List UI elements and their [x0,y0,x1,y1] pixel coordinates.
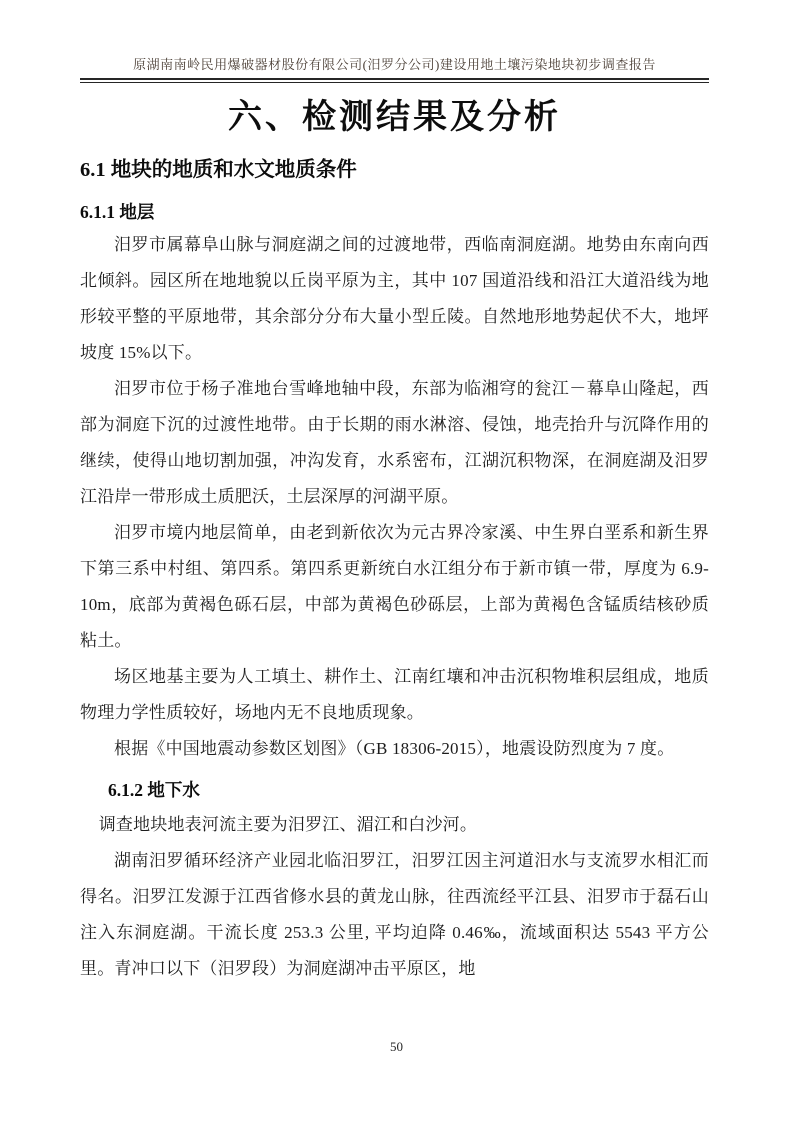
chapter-title: 六、检测结果及分析 [228,99,561,136]
section-heading-6-1: 6.1 地块的地质和水文地质条件 [80,159,357,181]
paragraph: 汨罗市位于杨子准地台雪峰地轴中段，东部为临湘穹的瓮江－幕阜山隆起，西部为洞庭下沉的过渡性地带。由于长期的雨水淋溶、侵蚀，地壳抬升与沉降作用的继续，使得山地切割加强，冲沟发育，水系密布，江湖沉积物深，在洞庭湖及汨罗江沿岸一带形成土质肥沃，土层深厚的河湖平原。 [80,379,709,506]
paragraph: 场区地基主要为人工填土、耕作土、江南红壤和冲击沉积物堆积层组成，地质物理力学性质较好，场地内无不良地质现象。 [80,667,709,722]
paragraph: 汨罗市属幕阜山脉与洞庭湖之间的过渡地带，西临南洞庭湖。地势由东南向西北倾斜。园区所在地地貌以丘岗平原为主，其中 107 国道沿线和沿江大道沿线为地形较平整的平原地带，其余部分分布大量小型丘陵。自然地形地势起伏不大，地坪坡度 15%以下。 [80,235,709,362]
header-report-title: 原湖南南岭民用爆破器材股份有限公司(汨罗分公司)建设用地土壤污染地块初步调查报告 [133,57,656,72]
paragraph: 汨罗市境内地层简单，由老到新依次为元古界冷家溪、中生界白垩系和新生界下第三系中村组、第四系。第四系更新统白水江组分布于新市镇一带，厚度为 6.9-10m，底部为黄褐色砾石层，中部为黄褐色砂砾层，上部为黄褐色含锰质结核砂质粘土。 [80,523,709,650]
paragraph: 湖南汨罗循环经济产业园北临汨罗江，汨罗江因主河道汨水与支流罗水相汇而得名。汨罗江发源于江西省修水县的黄龙山脉，往西流经平江县、汨罗市于磊石山注入东洞庭湖。干流长度 253.3 公里, 平均迫降 0.46‰，流域面积达 5543 平方公里。青冲口以下（汨罗段）为洞庭湖冲击平原区，地 [80,851,709,978]
paragraph: 根据《中国地震动参数区划图》（GB 18306-2015），地震设防烈度为 7 度。 [114,739,675,758]
page-footer [0,1038,793,1056]
subsection-heading-6-1-1: 6.1.1 地层 [80,202,155,222]
page-header [80,0,709,83]
header-divider-rule [80,78,709,83]
paragraph: 调查地块地表河流主要为汨罗江、湄江和白沙河。 [98,815,478,834]
page-number: 50 [390,1039,403,1054]
subsection-heading-6-1-2: 6.1.2 地下水 [108,780,200,800]
